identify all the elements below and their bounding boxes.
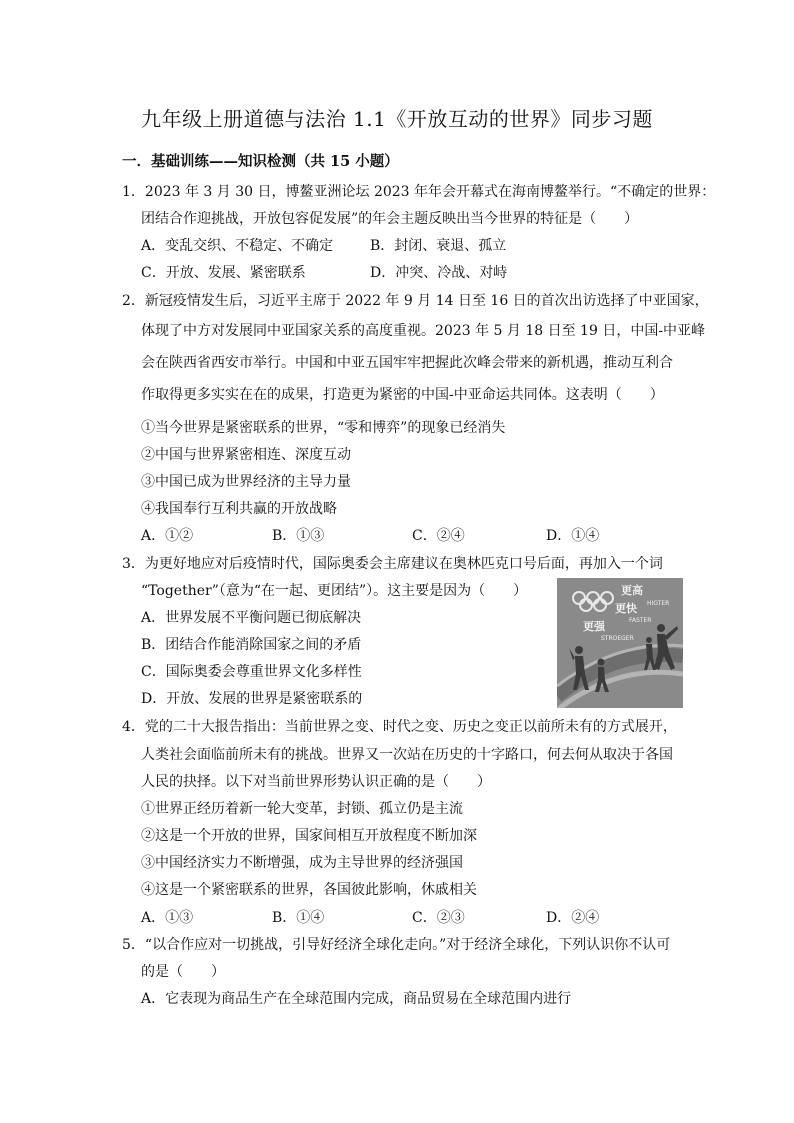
question-2-line-2: 体现了中方对发展同中亚国家关系的高度重视。2023 年 5 月 18 日至 19 日，中国-中亚峰 [141, 323, 706, 339]
motto-higher-english: HIGTER [647, 600, 670, 607]
question-3-option-a: A．世界发展不平衡问题已彻底解决 [141, 610, 362, 626]
question-3-line-1: 3．为更好地应对后疫情时代，国际奥委会主席建议在奥林匹克口号后面，再加入一个词 [122, 556, 663, 572]
question-1-option-a: A．变乱交织、不稳定、不确定 [141, 238, 334, 254]
section-heading: 一．基础训练——知识检测（共 15 小题） [122, 153, 399, 170]
question-3-option-c: C．国际奥委会尊重世界文化多样性 [141, 664, 362, 680]
question-4-statement-4: ④这是一个紧密联系的世界，各国彼此影响，休戚相关 [141, 882, 477, 898]
question-3-line-2: “Together”（意为“在一起、更团结”）。这主要是因为（ ） [141, 583, 528, 599]
question-4-line-3: 人民的抉择。以下对当前世界形势认识正确的是（ ） [141, 774, 491, 790]
motto-stronger-english: STROEGER [601, 635, 634, 642]
question-4-line-2: 人类社会面临前所未有的挑战。世界又一次站在历史的十字路口，何去何从取决于各国 [141, 747, 673, 763]
question-1-option-b: B．封闭、衰退、孤立 [370, 238, 507, 254]
olympic-motto-image [557, 578, 683, 708]
question-2-line-1: 2．新冠疫情发生后，习近平主席于 2022 年 9 月 14 日至 16 日的首次出访选择了中亚国家， [122, 293, 709, 309]
question-5-line-1: 5．“以合作应对一切挑战，引导好经济全球化走向。”对于经济全球化，下列认识你不认可 [122, 937, 671, 953]
question-3-option-b: B．团结合作能消除国家之间的矛盾 [141, 637, 362, 653]
page-title: 九年级上册道德与法治 1.1《开放互动的世界》同步习题 [141, 107, 653, 131]
question-4-option-a: A．①③ [141, 910, 194, 926]
question-4-option-b: B．①④ [272, 910, 325, 926]
question-1-line-2: 团结合作迎挑战，开放包容促发展”的年会主题反映出当今世界的特征是（ ） [141, 211, 639, 227]
question-4-statement-2: ②这是一个开放的世界，国家间相互开放程度不断加深 [141, 828, 477, 844]
question-4-option-c: C．②③ [412, 910, 465, 926]
question-2-option-a: A．①② [141, 528, 194, 544]
question-2-statement-4: ④我国奉行互利共赢的开放战略 [141, 501, 337, 517]
question-2-line-3: 会在陕西省西安市举行。中国和中亚五国牢牢把握此次峰会带来的新机遇，推动互利合 [141, 355, 673, 371]
question-3-option-d: D．开放、发展的世界是紧密联系的 [141, 691, 363, 707]
motto-faster-label: 更快 [615, 602, 637, 615]
question-2-statement-2: ②中国与世界紧密相连、深度互动 [141, 447, 351, 463]
question-4-option-d: D．②④ [546, 910, 600, 926]
question-5-option-a: A．它表现为商品生产在全球范围内完成，商品贸易在全球范围内进行 [141, 991, 572, 1007]
motto-stronger-label: 更强 [583, 620, 605, 633]
question-1-option-d: D．冲突、冷战、对峙 [370, 265, 508, 281]
question-2-option-d: D．①④ [546, 528, 600, 544]
question-4-statement-3: ③中国经济实力不断增强，成为主导世界的经济强国 [141, 855, 463, 871]
question-2-statement-3: ③中国已成为世界经济的主导力量 [141, 474, 351, 490]
question-2-line-4: 作取得更多实实在在的成果，打造更为紧密的中国-中亚命运共同体。这表明（ ） [141, 387, 664, 403]
motto-higher-label: 更高 [621, 584, 643, 597]
question-4-line-1: 4．党的二十大报告指出：当前世界之变、时代之变、历史之变正以前所未有的方式展开， [122, 719, 677, 735]
question-2-statement-1: ①当今世界是紧密联系的世界，“零和博弈”的现象已经消失 [141, 420, 506, 436]
question-5-line-2: 的是（ ） [141, 964, 225, 980]
question-1-option-c: C．开放、发展、紧密联系 [141, 265, 306, 281]
olympic-motto-illustration [557, 578, 683, 708]
motto-faster-english: FASTER [629, 617, 652, 624]
question-4-statement-1: ①世界正经历着新一轮大变革，封锁、孤立仍是主流 [141, 801, 463, 817]
question-2-option-c: C．②④ [412, 528, 465, 544]
question-1-line-1: 1．2023 年 3 月 30 日，博鳌亚洲论坛 2023 年年会开幕式在海南博鳌举行。“不确定的世界： [122, 184, 716, 200]
question-2-option-b: B．①③ [272, 528, 325, 544]
